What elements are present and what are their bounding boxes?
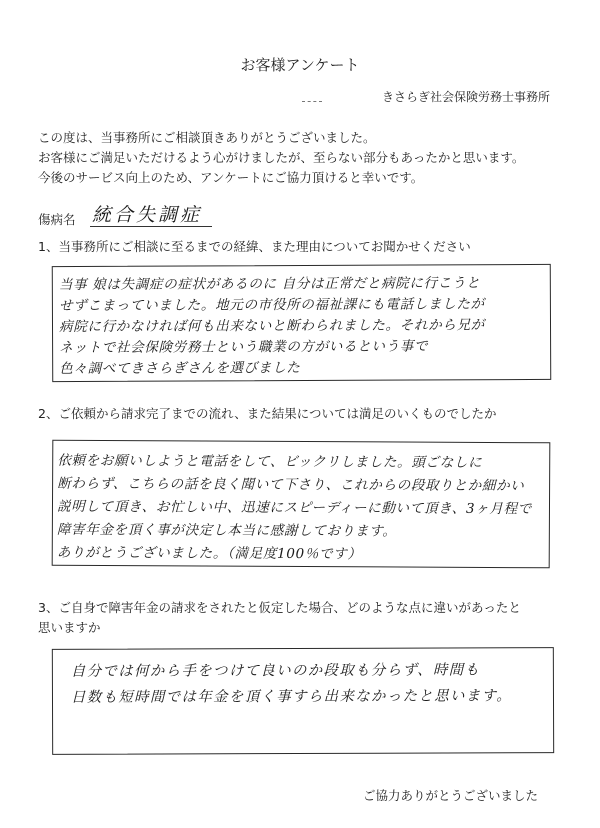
handwritten-line: 色々調べてきさらぎさんを選びました xyxy=(59,360,301,378)
handwritten-line: せずこまっていました。地元の市役所の福祉課にも電話しましたが xyxy=(58,296,485,315)
question-3-line: 3、ご自身で障害年金の請求をされたと仮定した場合、どのような点に違いがあったと xyxy=(38,600,521,615)
handwritten-line: 日数も短時間では年金を頂く事すら出来なかったと思います。 xyxy=(70,688,513,706)
answer-box-2 xyxy=(52,440,551,569)
question-3 xyxy=(38,598,521,638)
handwritten-line: 病院に行かなければ何も出来ないと断わられました。それから兄が xyxy=(58,317,485,336)
handwritten-line: ありがとうございました。（満足度100％です） xyxy=(56,544,362,563)
diagnosis-handwritten: 統合失調症 xyxy=(92,204,203,226)
question-1: 1、当事務所にご相談に至るまでの経緯、また理由についてお聞かせください xyxy=(38,239,471,254)
office-name: きさらぎ社会保険労務士事務所 xyxy=(381,90,550,104)
handwritten-line: 自分では何から手をつけて良いのか段取も分らず、時間も xyxy=(70,662,481,680)
closing-thanks: ご協力ありがとうございました xyxy=(362,788,538,803)
handwritten-line: 説明して頂き、お忙しい中、迅速にスピーディーに動いて頂き、3ヶ月程で xyxy=(56,498,532,518)
answer-box-3 xyxy=(52,647,554,755)
handwritten-line: 障害年金を頂く事が決定し本当に感謝しております。 xyxy=(56,521,397,540)
intro-line: お客様にご満足いただけるよう心がけましたが、至らない部分もあったかと思います。 xyxy=(38,150,525,165)
handwritten-line: 当事 娘は失調症の症状があるのに 自分は正常だと病院に行こうと xyxy=(58,275,481,294)
question-3-line: 思いますか xyxy=(38,620,101,635)
handwritten-line: ネットで社会保険労務士という職業の方がいるという事で xyxy=(59,338,429,357)
page-title: お客様アンケート xyxy=(240,56,360,74)
diagnosis-label: 傷病名 xyxy=(38,212,76,227)
intro-line: 今後のサービス向上のため、アンケートにご協力頂けると幸いです。 xyxy=(38,170,424,185)
diagnosis-underline xyxy=(90,226,212,227)
handwritten-line: 依頼をお願いしようと電話をして、ビックリしました。頭ごなしに xyxy=(57,452,483,471)
intro-line: この度は、当事務所にご相談頂きありがとうございました。 xyxy=(38,130,376,145)
answer-box-1 xyxy=(52,264,552,382)
question-2: 2、ご依頼から請求完了までの流れ、また結果については満足のいくものでしたか xyxy=(38,406,497,421)
intro-text xyxy=(38,128,524,188)
handwritten-line: 断わらず、こちらの話を良く聞いて下さり、これからの段取りとか細かい xyxy=(57,475,525,495)
scan-mark xyxy=(302,101,322,102)
